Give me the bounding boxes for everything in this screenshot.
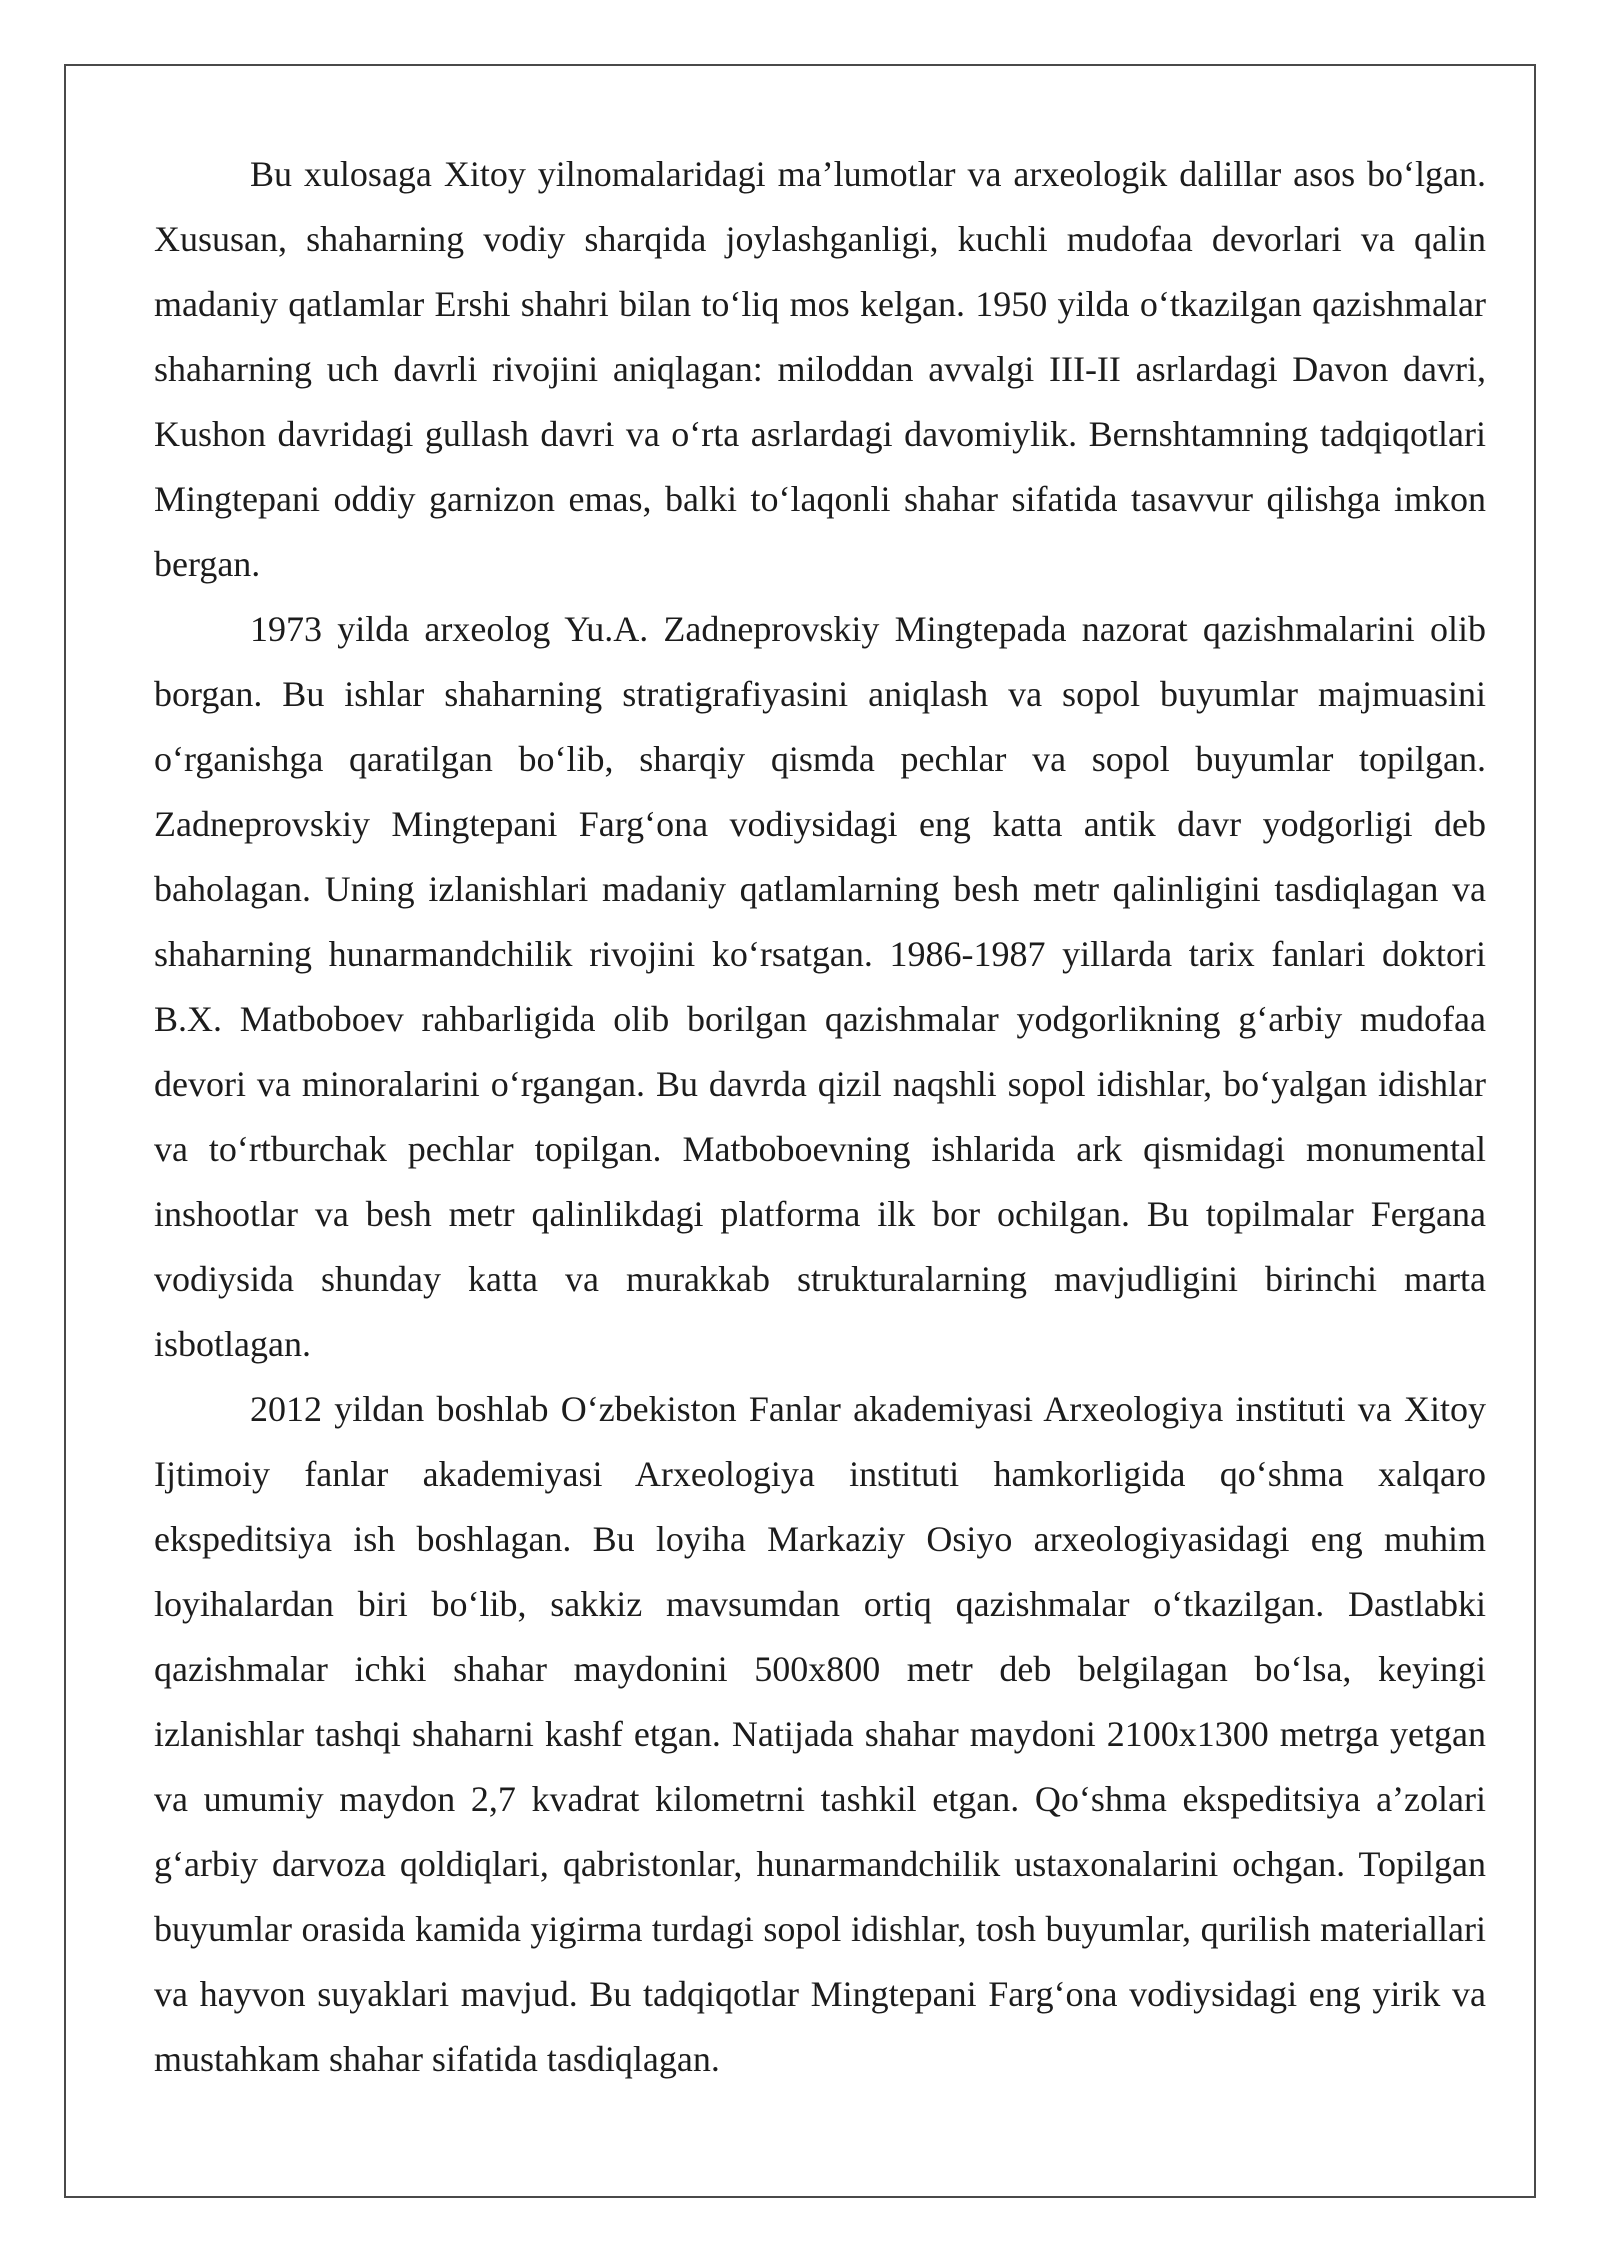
- paragraph-3: 2012 yildan boshlab O‘zbekiston Fanlar akademiyasi Arxeologiya instituti va Xitoy Ijtimoiy fanlar akademiyasi Arxeologiya instituti hamkorligida qo‘shma xalqaro ekspeditsiya ish boshlagan. Bu loyiha Markaziy Osiyo arxeologiyasidagi eng muhim loyihalardan biri bo‘lib, sakkiz mavsumdan ortiq qazishmalar o‘tkazilgan. Dastlabki qazishmalar ichki shahar maydonini 500x800 metr deb belgilagan bo‘lsa, keyingi izlanishlar tashqi shaharni kashf etgan. Natijada shahar maydoni 2100x1300 metrga yetgan va umumiy maydon 2,7 kvadrat kilometrni tashkil etgan. Qo‘shma ekspeditsiya a’zolari g‘arbiy darvoza qoldiqlari, qabristonlar, hunarmandchilik ustaxonalarini ochgan. Topilgan buyumlar orasida kamida yigirma turdagi sopol idishlar, tosh buyumlar, qurilish materiallari va hayvon suyaklari mavjud. Bu tadqiqotlar Mingtepani Farg‘ona vodiysidagi eng yirik va mustahkam shahar sifatida tasdiqlagan.: [154, 1389, 1486, 2079]
- paragraph-2: 1973 yilda arxeolog Yu.A. Zadneprovskiy Mingtepada nazorat qazishmalarini olib borgan. Bu ishlar shaharning stratigrafiyasini aniqlash va sopol buyumlar majmuasini o‘rganishga qaratilgan bo‘lib, sharqiy qismda pechlar va sopol buyumlar topilgan. Zadneprovskiy Mingtepani Farg‘ona vodiysidagi eng katta antik davr yodgorligi deb baholagan. Uning izlanishlari madaniy qatlamlarning besh metr qalinligini tasdiqlagan va shaharning hunarmandchilik rivojini ko‘rsatgan. 1986-1987 yillarda tarix fanlari doktori B.X. Matboboev rahbarligida olib borilgan qazishmalar yodgorlikning g‘arbiy mudofaa devori va minoralarini o‘rgangan. Bu davrda qizil naqshli sopol idishlar, bo‘yalgan idishlar va to‘rtburchak pechlar topilgan. Matboboevning ishlarida ark qismidagi monumental inshootlar va besh metr qalinlikdagi platforma ilk bor ochilgan. Bu topilmalar Fergana vodiysida shunday katta va murakkab strukturalarning mavjudligini birinchi marta isbotlagan.: [154, 609, 1486, 1364]
- document-body: [154, 142, 1486, 2092]
- paragraph-1: Bu xulosaga Xitoy yilnomalaridagi ma’lumotlar va arxeologik dalillar asos bo‘lgan. Xususan, shaharning vodiy sharqida joylashganligi, kuchli mudofaa devorlari va qalin madaniy qatlamlar Ershi shahri bilan to‘liq mos kelgan. 1950 yilda o‘tkazilgan qazishmalar shaharning uch davrli rivojini aniqlagan: miloddan avvalgi III-II asrlardagi Davon davri, Kushon davridagi gullash davri va o‘rta asrlardagi davomiylik. Bernshtamning tadqiqotlari Mingtepani oddiy garnizon emas, balki to‘laqonli shahar sifatida tasavvur qilishga imkon bergan.: [154, 154, 1486, 584]
